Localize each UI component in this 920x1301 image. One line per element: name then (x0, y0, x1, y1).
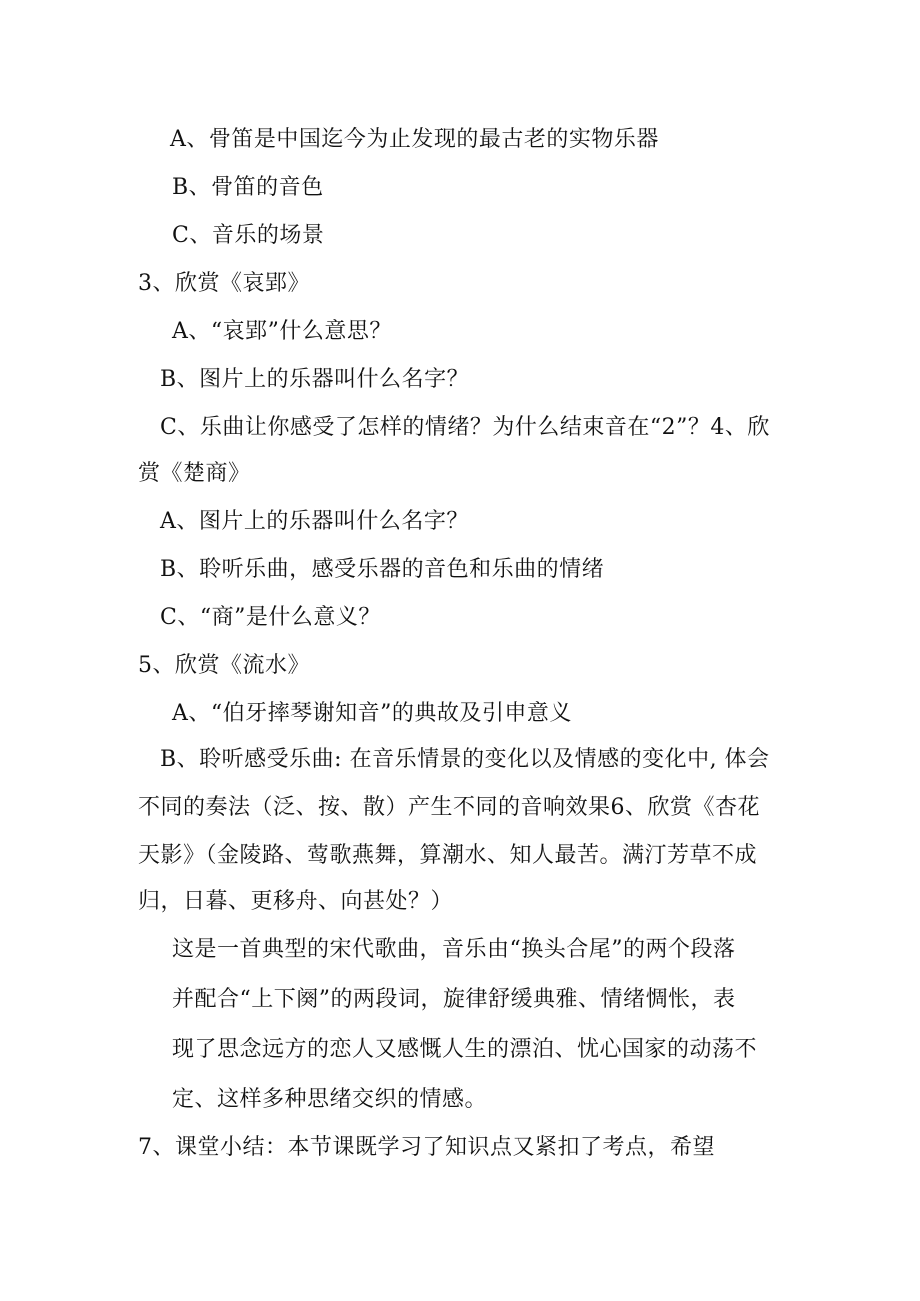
text-line: 天影》（金陵路、莺歌燕舞，算潮水、知人最苦。满汀芳草不成 (138, 843, 758, 868)
section-heading: 3、欣赏《哀郢》 (138, 271, 310, 296)
text-line: B、聆听乐曲，感受乐器的音色和乐曲的情绪 (160, 557, 605, 582)
text-line: A、“哀郢”什么意思？ (172, 319, 392, 344)
text-line: A、“伯牙摔琴谢知音”的典故及引申意义 (172, 701, 572, 726)
text-line: A、骨笛是中国迄今为止发现的最古老的实物乐器 (170, 127, 659, 152)
text-line: 并配合“上下阕”的两段词，旋律舒缓典雅、情绪惆怅，表 (172, 987, 736, 1012)
text-line: B、骨笛的音色 (172, 175, 324, 200)
text-line: 定、这样多种思绪交织的情感。 (172, 1087, 488, 1112)
text-line: 赏《楚商》 (138, 461, 251, 486)
text-line: B、聆听感受乐曲: 在音乐情景的变化以及情感的变化中, 体会 (160, 747, 770, 772)
text-line: 这是一首典型的宋代歌曲，音乐由“换头合尾”的两个段落 (172, 937, 736, 962)
section-heading: 7、课堂小结：本节课既学习了知识点又紧扣了考点，希望 (138, 1135, 715, 1160)
text-line: 不同的奏法（泛、按、散）产生不同的音响效果6、欣赏《杏花 (138, 795, 760, 820)
text-line: C、音乐的场景 (172, 223, 325, 248)
text-line: B、图片上的乐器叫什么名字？ (160, 367, 470, 392)
text-line: C、乐曲让你感受了怎样的情绪？为什么结束音在“2”？4、欣 (160, 415, 770, 440)
text-line: C、“商”是什么意义？ (160, 605, 381, 630)
section-heading: 5、欣赏《流水》 (138, 653, 310, 678)
text-line: A、图片上的乐器叫什么名字？ (160, 509, 469, 534)
text-line: 归，日暮、更移舟、向甚处？） (138, 889, 454, 914)
text-line: 现了思念远方的恋人又感慨人生的漂泊、忧心国家的动荡不 (172, 1037, 758, 1062)
